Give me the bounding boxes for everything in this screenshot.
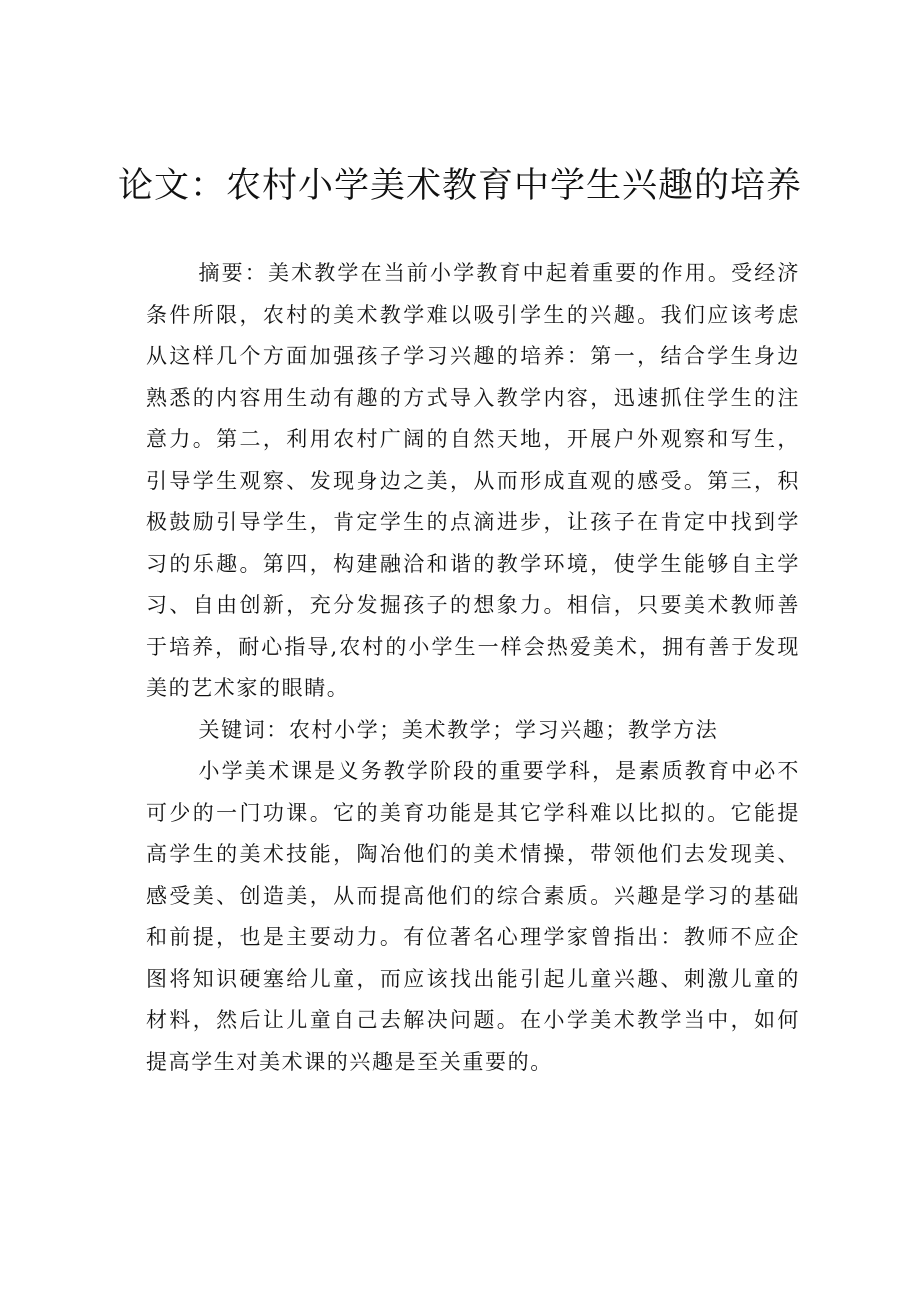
body-paragraph-1: 小学美术课是义务教学阶段的重要学科，是素质教育中必不可少的一门功课。它的美育功能是其它学科难以比拟的。它能提高学生的美术技能，陶冶他们的美术情操，带领他们去发现美、感受美、创造美，从而提高他们的综合素质。兴趣是学习的基础和前提，也是主要动力。有位著名心理学家曾指出：教师不应企图将知识硬塞给儿童，而应该找出能引起儿童兴趣、刺激儿童的材料，然后让儿童自己去解决问题。在小学美术教学当中，如何提高学生对美术课的兴趣是至关重要的。 (146, 759, 800, 1074)
keywords-paragraph: 关键词：农村小学；美术教学；学习兴趣；教学方法 (198, 717, 719, 742)
document-body (146, 253, 800, 1083)
abstract-paragraph: 摘要：美术教学在当前小学教育中起着重要的作用。受经济条件所限，农村的美术教学难以吸引学生的兴趣。我们应该考虑从这样几个方面加强孩子学习兴趣的培养：第一，结合学生身边熟悉的内容用生动有趣的方式导入教学内容，迅速抓住学生的注意力。第二，利用农村广阔的自然天地，开展户外观察和写生，引导学生观察、发现身边之美，从而形成直观的感受。第三，积极鼓励引导学生，肯定学生的点滴进步，让孩子在肯定中找到学习的乐趣。第四，构建融洽和谐的教学环境，使学生能够自主学习、自由创新，充分发掘孩子的想象力。相信，只要美术教师善于培养，耐心指导,农村的小学生一样会热爱美术，拥有善于发现美的艺术家的眼睛。 (146, 261, 800, 700)
document-title: 论文：农村小学美术教育中学生兴趣的培养 (117, 166, 802, 206)
